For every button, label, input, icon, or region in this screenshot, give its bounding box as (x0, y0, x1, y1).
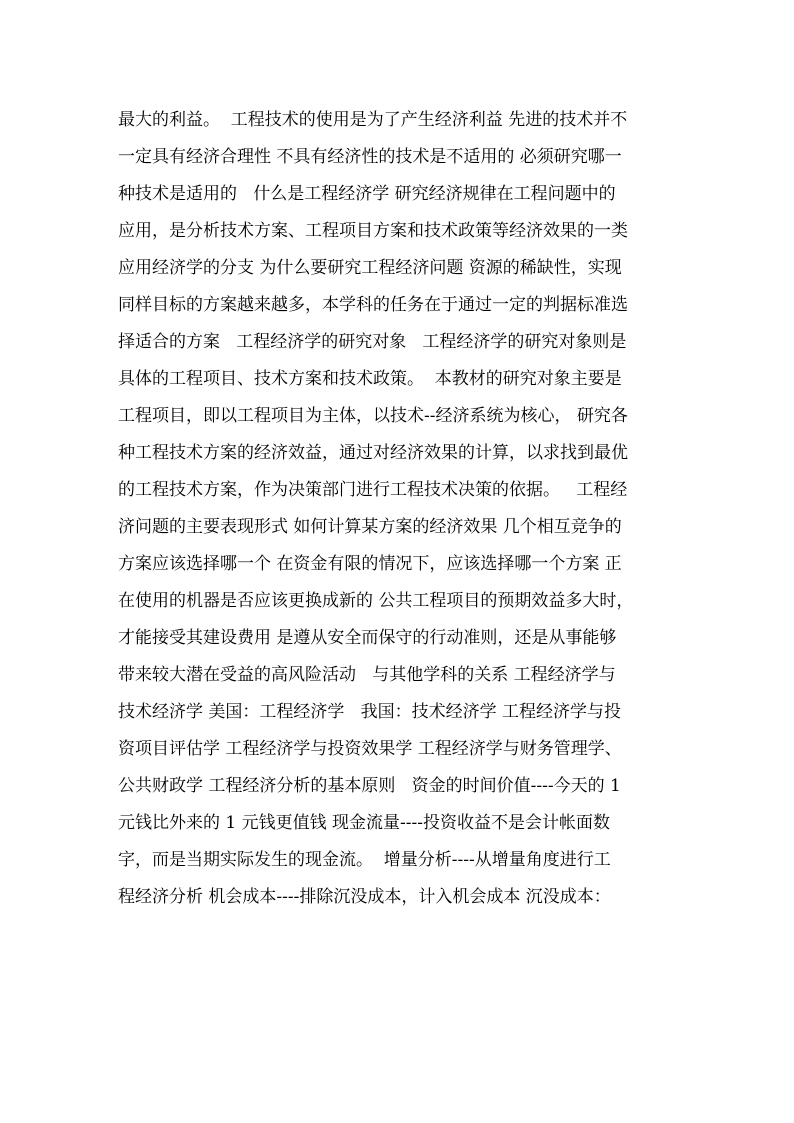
text-line-4: 应用，是分析技术方案、工程项目方案和技术政策等经济效果的一类 (118, 221, 628, 241)
text-line-9: 工程项目，即以工程项目为主体，以技术--经济系统为核心， 研究各 (118, 406, 628, 426)
text-line-16: 带来较大潜在受益的高风险活动 与其他学科的关系 工程经济学与 (118, 665, 616, 685)
text-line-3: 种技术是适用的 什么是工程经济学 研究经济规律在工程问题中的 (118, 184, 616, 204)
text-line-18: 资项目评估学 工程经济学与投资效果学 工程经济学与财务管理学、 (118, 739, 622, 759)
text-line-20: 元钱比外来的 1 元钱更值钱 现金流量----投资收益不是会计帐面数 (118, 813, 611, 833)
text-line-15: 才能接受其建设费用 是遵从安全而保守的行动准则，还是从事能够 (118, 628, 617, 648)
text-line-5: 应用经济学的分支 为什么要研究工程经济问题 资源的稀缺性，实现 (118, 258, 622, 278)
text-line-21: 字，而是当期实际发生的现金流。 增量分析----从增量角度进行工 (118, 850, 611, 870)
text-line-7: 择适合的方案 工程经济学的研究对象 工程经济学的研究对象则是 (118, 332, 627, 352)
text-line-22: 程经济分析 机会成本----排除沉没成本，计入机会成本 沉没成本： (118, 887, 611, 907)
text-line-2: 一定具有经济合理性 不具有经济性的技术是不适用的 必须研究哪一 (118, 147, 622, 167)
text-line-13: 方案应该选择哪一个 在资金有限的情况下，应该选择哪一个方案 正 (118, 554, 622, 574)
text-line-17: 技术经济学 美国：工程经济学 我国：技术经济学 工程经济学与投 (118, 702, 622, 722)
text-line-14: 在使用的机器是否应该更换成新的 公共工程项目的预期效益多大时， (118, 591, 634, 611)
text-line-8: 具体的工程项目、技术方案和技术政策。 本教材的研究对象主要是 (118, 369, 622, 389)
body-text (118, 102, 688, 916)
text-line-12: 济问题的主要表现形式 如何计算某方案的经济效果 几个相互竞争的 (118, 517, 622, 537)
text-line-1: 最大的利益。 工程技术的使用是为了产生经济利益 先进的技术并不 (118, 110, 628, 130)
text-line-19: 公共财政学 工程经济分析的基本原则 资金的时间价值----今天的 1 (118, 776, 621, 796)
text-line-11: 的工程技术方案，作为决策部门进行工程技术决策的依据。 工程经 (118, 480, 628, 500)
text-line-10: 种工程技术方案的经济效益，通过对经济效果的计算，以求找到最优 (118, 443, 628, 463)
text-line-6: 同样目标的方案越来越多，本学科的任务在于通过一定的判据标准选 (118, 295, 628, 315)
